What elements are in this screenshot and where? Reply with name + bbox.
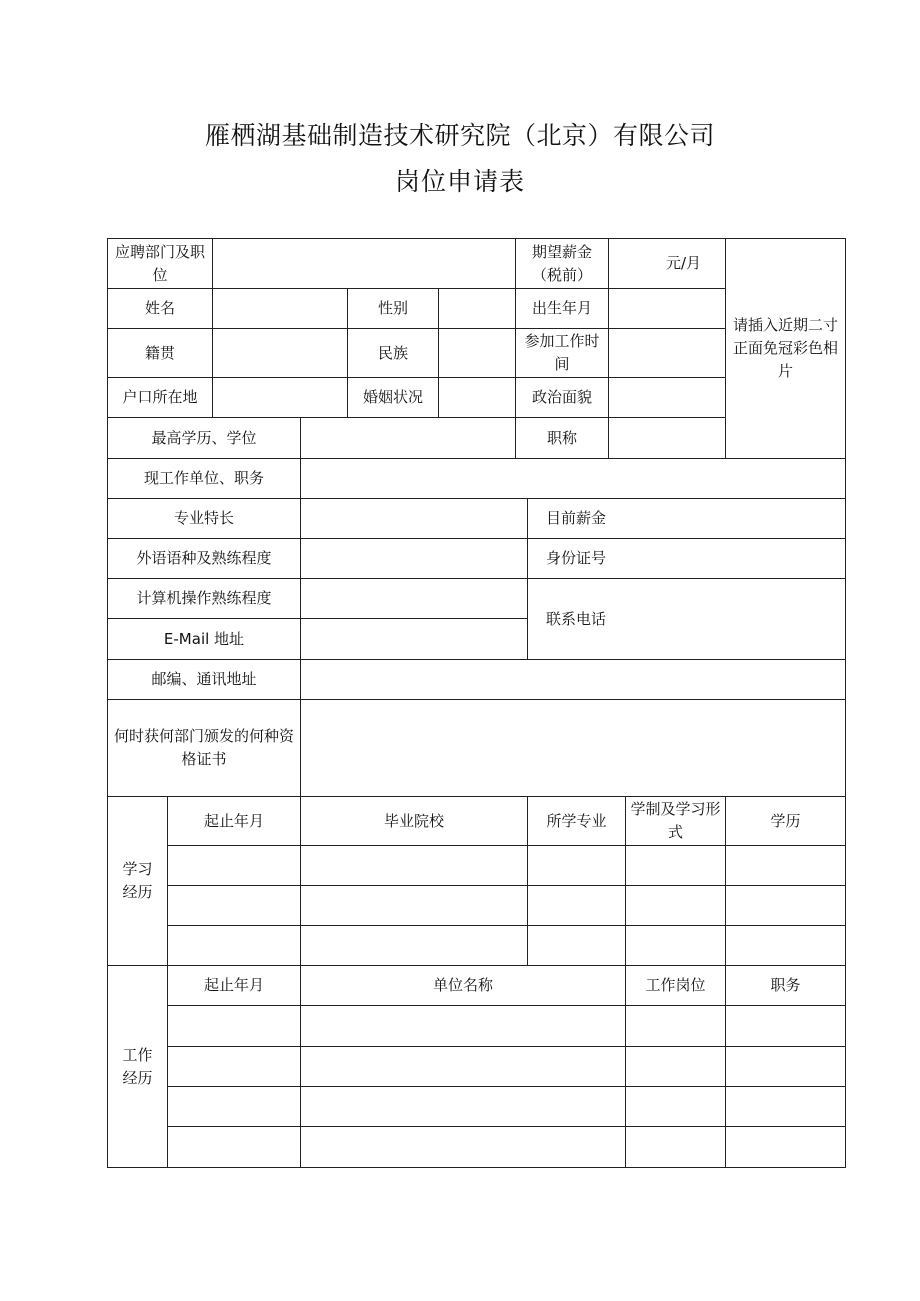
work-cell[interactable] [300,1046,626,1087]
input-computer-skill[interactable] [300,578,528,619]
label-specialty: 专业特长 [107,498,301,539]
study-cell[interactable] [625,925,726,966]
input-education[interactable] [300,417,516,459]
label-work-start: 参加工作时间 [515,328,609,378]
input-hukou[interactable] [212,377,348,418]
label-certificates: 何时获何部门颁发的何种资格证书 [107,699,301,797]
work-cell[interactable] [625,1086,726,1127]
label-title: 职称 [515,417,609,459]
study-cell[interactable] [625,885,726,926]
label-id-number[interactable]: 身份证号 [527,538,846,579]
label-birth: 出生年月 [515,288,609,329]
label-foreign-language: 外语语种及熟练程度 [107,538,301,579]
work-cell[interactable] [167,1005,301,1047]
input-political[interactable] [608,377,726,418]
company-title: 雁栖湖基础制造技术研究院（北京）有限公司 [204,121,715,150]
work-cell[interactable] [300,1126,626,1168]
input-name[interactable] [212,288,348,329]
work-cell[interactable] [625,1046,726,1087]
study-cell[interactable] [527,885,626,926]
work-header-duty: 职务 [725,965,846,1006]
input-title[interactable] [608,417,726,459]
work-header-employer: 单位名称 [300,965,626,1006]
application-form [108,239,847,1169]
study-cell[interactable] [167,845,301,886]
form-title: 岗位申请表 [394,167,525,196]
work-cell[interactable] [725,1046,846,1087]
label-ethnicity: 民族 [347,328,439,378]
input-native-place[interactable] [212,328,348,378]
study-header-period: 起止年月 [167,796,301,846]
label-phone[interactable]: 联系电话 [527,578,846,660]
input-foreign-language[interactable] [300,538,528,579]
work-cell[interactable] [167,1086,301,1127]
work-cell[interactable] [300,1005,626,1047]
study-history-label: 学习经历 [107,796,168,966]
label-education: 最高学历、学位 [107,417,301,459]
study-cell[interactable] [725,885,846,926]
study-header-mode: 学制及学习形式 [625,796,726,846]
input-email[interactable] [300,618,528,660]
label-email: E-Mail 地址 [107,618,301,660]
study-cell[interactable] [167,885,301,926]
work-cell[interactable] [725,1126,846,1168]
label-current-salary[interactable]: 目前薪金 [527,498,846,539]
study-cell[interactable] [527,845,626,886]
study-header-major: 所学专业 [527,796,626,846]
input-ethnicity[interactable] [438,328,516,378]
input-current-employer[interactable] [300,458,846,499]
input-specialty[interactable] [300,498,528,539]
study-cell[interactable] [300,845,528,886]
input-postal[interactable] [300,659,846,700]
work-header-post: 工作岗位 [625,965,726,1006]
photo-placeholder[interactable]: 请插入近期二寸正面免冠彩色相片 [725,238,846,459]
work-header-period: 起止年月 [167,965,301,1006]
study-cell[interactable] [625,845,726,886]
input-gender[interactable] [438,288,516,329]
study-cell[interactable] [300,925,528,966]
label-native-place: 籍贯 [107,328,213,378]
input-certificates[interactable] [300,699,846,797]
label-gender: 性别 [347,288,439,329]
work-history-label: 工作经历 [107,965,168,1168]
study-header-degree: 学历 [725,796,846,846]
study-header-school: 毕业院校 [300,796,528,846]
input-work-start[interactable] [608,328,726,378]
label-hukou: 户口所在地 [107,377,213,418]
label-name: 姓名 [107,288,213,329]
study-cell[interactable] [167,925,301,966]
work-cell[interactable] [167,1126,301,1168]
label-political: 政治面貌 [515,377,609,418]
study-cell[interactable] [725,925,846,966]
label-marital: 婚姻状况 [347,377,439,418]
input-birth[interactable] [608,288,726,329]
label-computer-skill: 计算机操作熟练程度 [107,578,301,619]
work-cell[interactable] [167,1046,301,1087]
work-cell[interactable] [300,1086,626,1127]
label-expected-salary: 期望薪金（税前） [515,238,609,289]
label-current-employer: 现工作单位、职务 [107,458,301,499]
work-cell[interactable] [725,1086,846,1127]
work-cell[interactable] [725,1005,846,1047]
study-cell[interactable] [300,885,528,926]
work-cell[interactable] [625,1126,726,1168]
input-marital[interactable] [438,377,516,418]
study-cell[interactable] [725,845,846,886]
input-expected-salary[interactable]: 元/月 [608,238,726,289]
study-cell[interactable] [527,925,626,966]
label-dept-position: 应聘部门及职位 [107,238,213,289]
label-postal: 邮编、通讯地址 [107,659,301,700]
input-dept-position[interactable] [212,238,516,289]
work-cell[interactable] [625,1005,726,1047]
